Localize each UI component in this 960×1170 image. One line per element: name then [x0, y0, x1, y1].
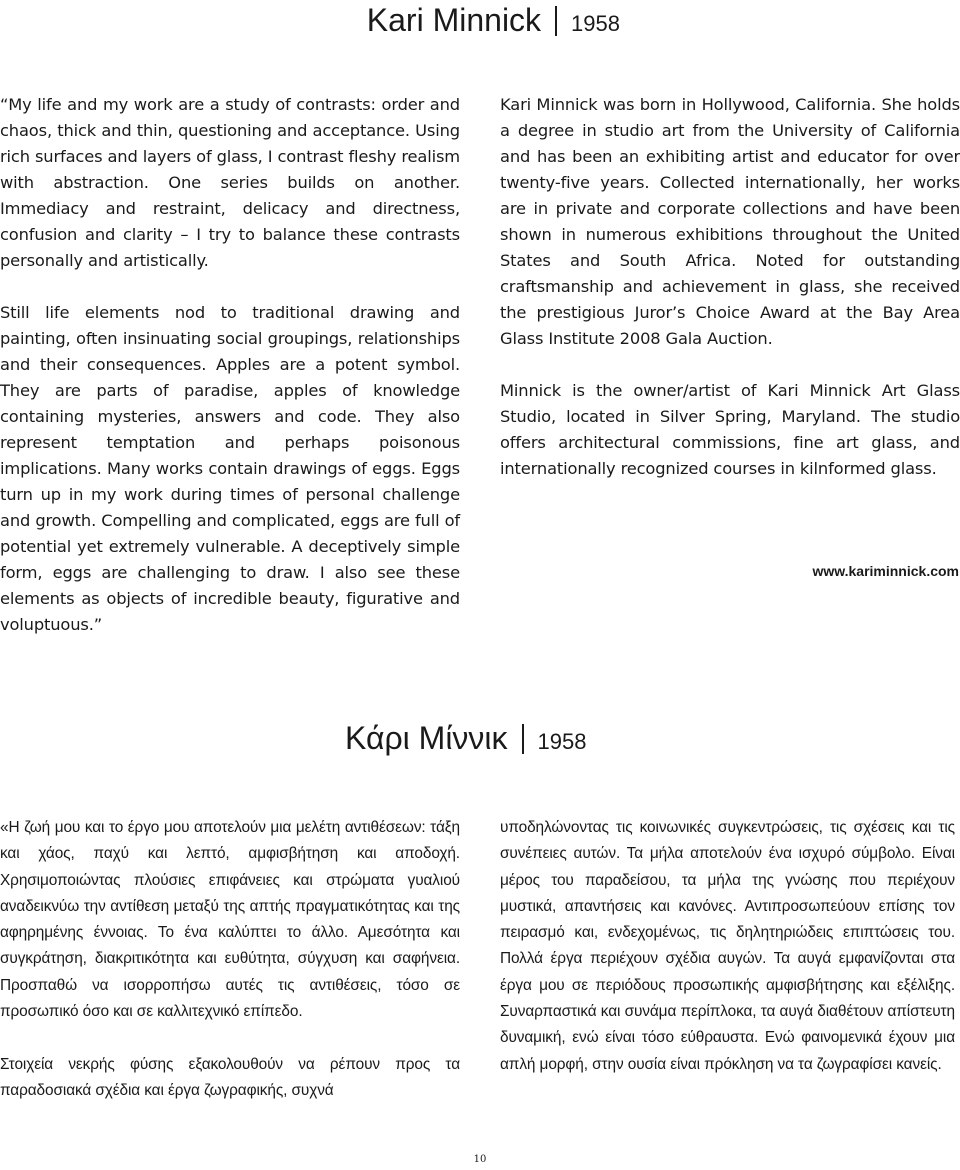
greek-paragraph: Στοιχεία νεκρής φύσης εξακολουθούν να ρέπουν προς τα παραδοσιακά σχέδια και έργα ζωγραφικής, συχνά	[0, 1055, 460, 1099]
page-title	[367, 0, 620, 44]
artist-birth-year: 1958	[571, 11, 620, 36]
greek-statement-column	[0, 815, 460, 1104]
bio-paragraph: Kari Minnick was born in Hollywood, California. She holds a degree in studio art from the University of California and has been an exhibiting artist and educator for over twenty-five years. Collected internationally, her works are in private and corporate collections and have been shown in numerous exhibitions throughout the United States and South Africa. Noted for outstanding craftsmanship and achievement in glass, she received the prestigious Juror’s Choice Award at the Bay Area Glass Institute 2008 Gala Auction.	[500, 95, 960, 348]
english-statement-column	[0, 92, 460, 638]
statement-paragraph: “My life and my work are a study of contrasts: order and chaos, thick and thin, questioning and acceptance. Using rich surfaces and layers of glass, I contrast fleshy realism with abstraction. One series builds on another. Immediacy and restraint, delicacy and directness, confusion and clarity – I try to balance these contrasts personally and artistically.	[0, 95, 460, 270]
artist-name-greek: Κάρι Μίννικ	[345, 720, 508, 756]
page-number: 10	[473, 1154, 487, 1165]
statement-paragraph: Still life elements nod to traditional drawing and painting, often insinuating social groupings, relationships and their consequences. Apples are a potent symbol. They are parts of paradise, apples of knowledge containing mysteries, answers and code. They also represent temptation and perhaps poisonous implications. Many works contain drawings of eggs. Eggs turn up in my work during times of personal challenge and growth. Compelling and complicated, eggs are full of potential yet extremely vulnerable. A deceptively simple form, eggs are challenging to draw. I also see these elements as objects of incredible beauty, figurative and voluptuous.”	[0, 303, 460, 634]
title-divider	[522, 724, 524, 754]
website-link[interactable]: www.kariminnick.com	[812, 563, 959, 579]
greek-paragraph: υποδηλώνοντας τις κοινωνικές συγκεντρώσεις, τις σχέσεις και τις συνέπειες αυτών. Τα μήλα αποτελούν ένα ισχυρό σύμβολο. Είναι μέρος του παραδείσου, τα μήλα της γνώσης που περιέχουν μυστικά, απαντήσεις και κανόνες. Αντιπροσωπεύουν επίσης τον πειρασμό και, ενδεχομένως, τις δηλητηριώδεις επιπτώσεις του. Πολλά έργα περιέχουν σχέδια αυγών. Τα αυγά εμφανίζονται στα έργα μου σε περιόδους προσωπικής αμφισβήτησης και εξέλιξης. Συναρπαστικά και συνάμα περίπλοκα, τα αυγά διαθέτουν απίστευτη δυναμική, ενώ είναι τόσο εύθραυστα. Ενώ φαινομενικά έχουν μια απλή μορφή, στην ουσία είναι πρόκληση να τα ζωγραφίσει κανείς.	[500, 819, 955, 1073]
greek-statement-column-continued	[500, 815, 955, 1078]
greek-paragraph: «Η ζωή μου και το έργο μου αποτελούν μια μελέτη αντιθέσεων: τάξη και χάος, παχύ και λεπτό, αμφισβήτηση και αποδοχή. Χρησιμοποιώντας πλούσιες επιφάνειες και στρώματα γυαλιού αναδεικνύω την αντίθεση μεταξύ της απτής πραγματικότητας και της αφηρημένης έννοιας. Το ένα καλύπτει το άλλο. Αμεσότητα και συγκράτηση, διακριτικότητα και ευθύτητα, σύγχυση και σαφήνεια. Προσπαθώ να ισορροπήσω αυτές τις αντιθέσεις, τόσο σε προσωπικό όσο και σε καλλιτεχνικό επίπεδο.	[0, 819, 460, 1021]
artist-name: Kari Minnick	[366, 2, 542, 38]
english-bio-column	[500, 92, 960, 482]
greek-page-title	[345, 718, 586, 762]
title-divider	[555, 6, 557, 36]
artist-birth-year: 1958	[537, 729, 587, 754]
bio-paragraph: Minnick is the owner/artist of Kari Minnick Art Glass Studio, located in Silver Spring, Maryland. The studio offers architectural commissions, fine art glass, and internationally recognized courses in kilnformed glass.	[500, 381, 960, 478]
